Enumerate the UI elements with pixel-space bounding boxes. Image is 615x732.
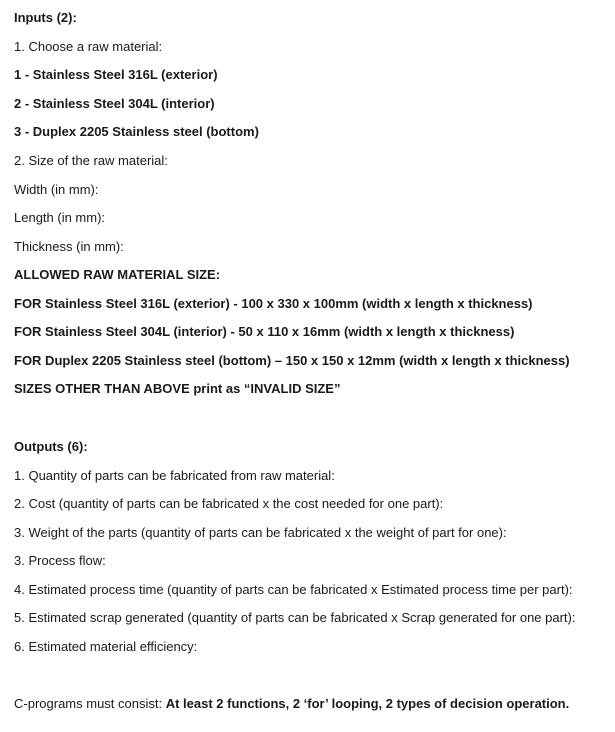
outputs-heading: Outputs (6):	[14, 439, 88, 454]
material-option-1: 1 - Stainless Steel 316L (exterior)	[14, 67, 218, 82]
output-item-efficiency: 6. Estimated material efficiency:	[14, 639, 198, 654]
allowed-size-duplex: FOR Duplex 2205 Stainless steel (bottom) – 150 x 150 x 12mm (width x length x thickness)	[14, 353, 570, 368]
allowed-size-304l: FOR Stainless Steel 304L (interior) - 50 x 110 x 16mm (width x length x thickness)	[14, 324, 515, 339]
invalid-size-note: SIZES OTHER THAN ABOVE print as “INVALID SIZE”	[14, 381, 341, 396]
output-item-weight: 3. Weight of the parts (quantity of parts can be fabricated x the weight of part for one):	[14, 525, 507, 540]
program-requirements	[14, 696, 569, 712]
requirements-prefix: C-programs must consist:	[14, 696, 166, 711]
output-item-cost: 2. Cost (quantity of parts can be fabricated x the cost needed for one part):	[14, 496, 444, 511]
output-item-process-time: 4. Estimated process time (quantity of parts can be fabricated x Estimated process time per part):	[14, 582, 573, 597]
inputs-heading: Inputs (2):	[14, 10, 77, 25]
length-label: Length (in mm):	[14, 210, 106, 225]
allowed-size-heading: ALLOWED RAW MATERIAL SIZE:	[14, 267, 221, 282]
output-item-process-flow: 3. Process flow:	[14, 553, 106, 568]
choose-material-step: 1. Choose a raw material:	[14, 39, 163, 54]
material-option-3: 3 - Duplex 2205 Stainless steel (bottom)	[14, 124, 259, 139]
thickness-label: Thickness (in mm):	[14, 239, 124, 254]
output-item-scrap: 5. Estimated scrap generated (quantity of parts can be fabricated x Scrap generated for one part):	[14, 610, 576, 625]
size-step: 2. Size of the raw material:	[14, 153, 168, 168]
width-label: Width (in mm):	[14, 182, 99, 197]
requirements-detail: At least 2 functions, 2 ‘for’ looping, 2 types of decision operation.	[165, 696, 570, 711]
output-item-quantity: 1. Quantity of parts can be fabricated from raw material:	[14, 468, 335, 483]
material-option-2: 2 - Stainless Steel 304L (interior)	[14, 96, 215, 111]
allowed-size-316l: FOR Stainless Steel 316L (exterior) - 100 x 330 x 100mm (width x length x thickness)	[14, 296, 533, 311]
